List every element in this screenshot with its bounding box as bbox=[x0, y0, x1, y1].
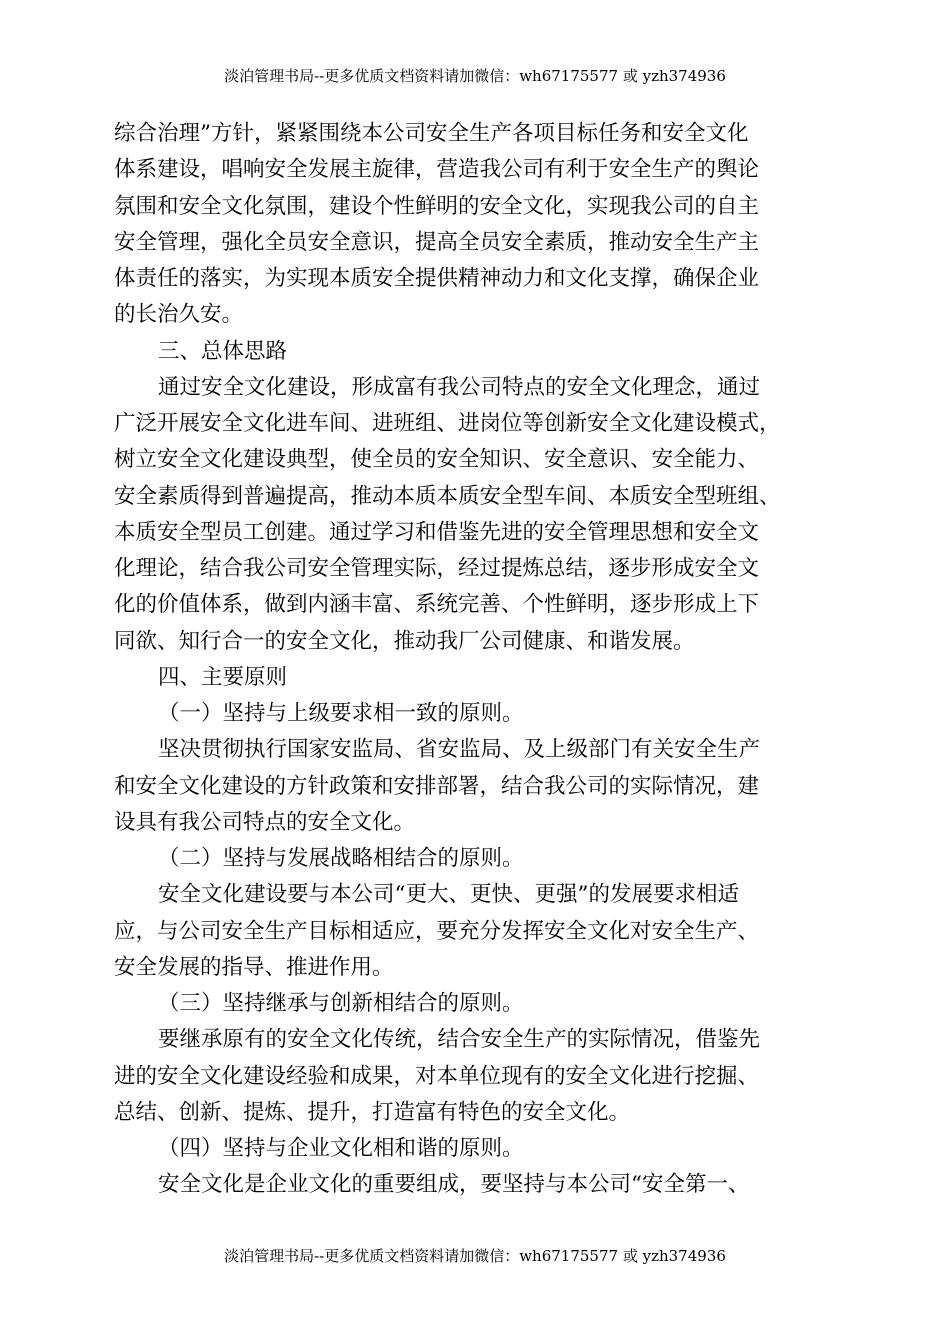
text-line: 广泛开展安全文化进车间、进班组、进岗位等创新安全文化建设模式， bbox=[114, 411, 781, 436]
text-line: 坚决贯彻执行国家安监局、省安监局、及上级部门有关安全生产 bbox=[158, 737, 761, 763]
text-line: 树立安全文化建设典型，使全员的安全知识、安全意识、安全能力、 bbox=[114, 447, 760, 473]
text-line: 应，与公司安全生产目标相适应，要充分发挥安全文化对安全生产、 bbox=[114, 918, 760, 944]
page-header: 淡泊管理书局--更多优质文档资料请加微信：wh67175577 或 yzh374936 bbox=[224, 67, 726, 85]
text-line: 进的安全文化建设经验和成果，对本单位现有的安全文化进行挖掘、 bbox=[114, 1063, 760, 1089]
text-line: 总结、创新、提炼、提升，打造富有特色的安全文化。 bbox=[114, 1099, 631, 1125]
text-line: 和安全文化建设的方针政策和安排部署，结合我公司的实际情况，建 bbox=[114, 773, 760, 799]
text-line: 化的价值体系，做到内涵丰富、系统完善、个性鲜明，逐步形成上下 bbox=[114, 592, 760, 618]
text-line: 综合治理”方针，紧紧围绕本公司安全生产各项目标任务和安全文化 bbox=[114, 121, 749, 146]
text-line: 安全文化是企业文化的重要组成，要坚持与本公司“安全第一、 bbox=[158, 1172, 750, 1198]
text-line: 安全发展的指导、推进作用。 bbox=[114, 954, 394, 980]
text-line: 氛围和安全文化氛围，建设个性鲜明的安全文化，实现我公司的自主 bbox=[114, 193, 760, 219]
text-line: 通过安全文化建设，形成富有我公司特点的安全文化理念，通过 bbox=[158, 374, 761, 400]
subsection-heading: （四）坚持与企业文化相和谐的原则。 bbox=[158, 1136, 524, 1161]
text-line: 的长治久安。 bbox=[114, 302, 244, 328]
text-line: 体责任的落实，为实现本质安全提供精神动力和文化支撑，确保企业 bbox=[114, 266, 760, 291]
text-line: 要继承原有的安全文化传统，结合安全生产的实际情况，借鉴先 bbox=[158, 1027, 761, 1053]
subsection-heading: （三）坚持继承与创新相结合的原则。 bbox=[158, 991, 524, 1016]
text-line: 安全管理，强化全员安全意识，提高全员安全素质，推动安全生产主 bbox=[114, 229, 760, 255]
text-line: 本质安全型员工创建。通过学习和借鉴先进的安全管理思想和安全文 bbox=[114, 519, 760, 545]
text-line: 体系建设，唱响安全发展主旋律，营造我公司有利于安全生产的舆论 bbox=[114, 157, 760, 183]
text-line: 安全文化建设要与本公司“更大、更快、更强”的发展要求相适 bbox=[158, 882, 739, 908]
subsection-heading: （一）坚持与上级要求相一致的原则。 bbox=[158, 701, 524, 726]
text-line: 安全素质得到普遍提高，推动本质本质安全型车间、本质安全型班组、 bbox=[114, 483, 781, 509]
document-body bbox=[114, 116, 844, 1204]
text-line: 化理论，结合我公司安全管理实际，经过提炼总结，逐步形成安全文 bbox=[114, 556, 760, 581]
section-heading: 三、总体思路 bbox=[158, 338, 288, 364]
page-footer: 淡泊管理书局--更多优质文档资料请加微信：wh67175577 或 yzh374936 bbox=[224, 1247, 726, 1265]
text-line: 设具有我公司特点的安全文化。 bbox=[114, 809, 416, 835]
subsection-heading: （二）坚持与发展战略相结合的原则。 bbox=[158, 846, 524, 871]
text-line: 同欲、知行合一的安全文化，推动我厂公司健康、和谐发展。 bbox=[114, 628, 695, 654]
section-heading: 四、主要原则 bbox=[158, 664, 288, 690]
